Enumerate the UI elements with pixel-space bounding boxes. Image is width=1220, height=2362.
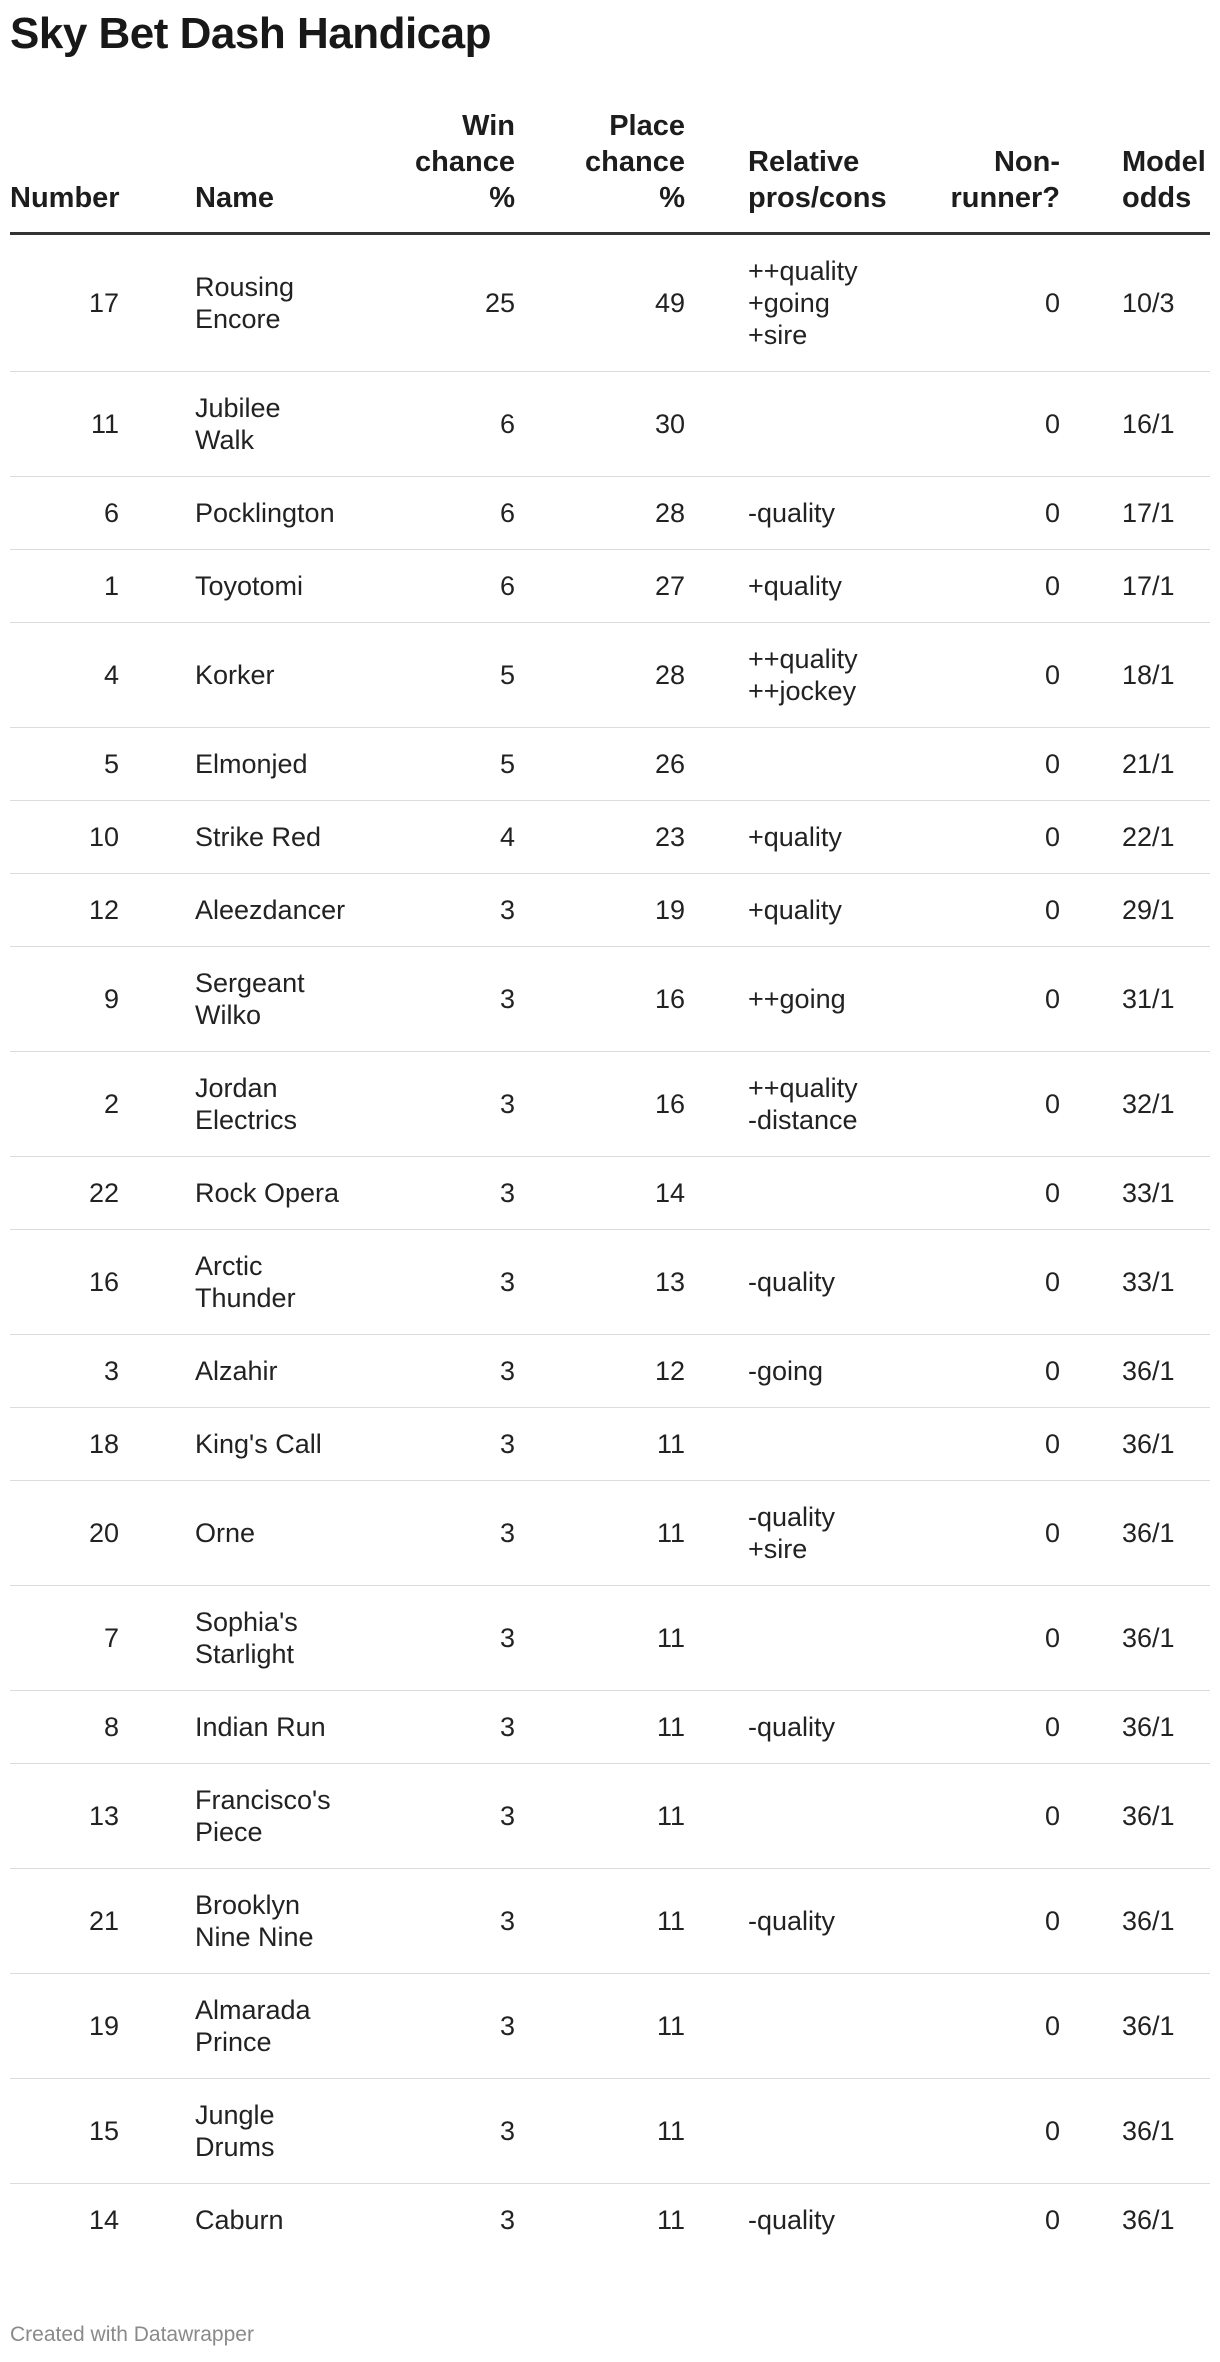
cell-win-chance: 3 [365,1974,515,2079]
cell-win-chance: 3 [365,1052,515,1157]
cell-non-runner: 0 [885,1869,1070,1974]
column-header-line: Place [609,110,685,142]
cell-pros-cons [685,477,885,550]
cell-win-chance: 3 [365,1230,515,1335]
cell-place-chance: 16 [515,1052,685,1157]
cell-non-runner: 0 [885,1974,1070,2079]
name-line: Francisco's [195,1785,331,1815]
column-header-number [10,108,185,234]
cell-win-chance: 3 [365,1481,515,1586]
name-line: King's Call [195,1429,322,1459]
cell-non-runner: 0 [885,947,1070,1052]
column-header-line: Non- [993,146,1060,178]
pros-cons-line: ++quality [748,1073,858,1103]
name-line: Prince [195,2027,272,2057]
cell-name [185,728,365,801]
table-row [10,1691,1210,1764]
name-line: Sophia's [195,1607,298,1637]
pros-cons-line: -quality [748,1906,836,1936]
name-line: Jungle [195,2100,275,2130]
table-row [10,801,1210,874]
column-header-line: Win [462,110,515,142]
cell-name [185,1335,365,1408]
cell-number: 18 [10,1408,185,1481]
cell-pros-cons [685,1481,885,1586]
cell-name [185,874,365,947]
cell-model-odds: 33/1 [1070,1157,1210,1230]
column-header-line: runner? [950,182,1060,214]
cell-place-chance: 11 [515,1974,685,2079]
cell-pros-cons [685,1586,885,1691]
cell-place-chance: 13 [515,1230,685,1335]
cell-number: 15 [10,2079,185,2184]
cell-pros-cons [685,801,885,874]
column-header-win [365,108,515,234]
cell-pros-cons [685,623,885,728]
pros-cons-line: +going [748,288,830,318]
cell-place-chance: 11 [515,1764,685,1869]
table-row [10,728,1210,801]
cell-name [185,2079,365,2184]
name-line: Jordan [195,1073,278,1103]
cell-win-chance: 6 [365,372,515,477]
cell-number: 11 [10,372,185,477]
table-row [10,1586,1210,1691]
pros-cons-line: ++going [748,984,846,1014]
cell-win-chance: 3 [365,1869,515,1974]
cell-pros-cons [685,234,885,372]
cell-win-chance: 6 [365,550,515,623]
column-header-line: Relative [748,146,860,178]
cell-pros-cons [685,1408,885,1481]
cell-number: 19 [10,1974,185,2079]
cell-win-chance: 3 [365,1335,515,1408]
cell-pros-cons [685,947,885,1052]
cell-name [185,1974,365,2079]
pros-cons-line: +quality [748,895,842,925]
cell-name [185,1586,365,1691]
name-line: Walk [195,425,254,455]
cell-model-odds: 36/1 [1070,1408,1210,1481]
cell-number: 16 [10,1230,185,1335]
table-row [10,234,1210,372]
cell-number: 14 [88,2205,119,2235]
chart-title: Sky Bet Dash Handicap [10,9,491,58]
name-line: Rock Opera [195,1178,340,1208]
cell-number: 9 [10,947,185,1052]
cell-number: 20 [10,1481,185,1586]
cell-name [185,1691,365,1764]
column-header-name [185,108,365,234]
cell-win-chance: 5 [365,623,515,728]
name-line: Nine Nine [195,1922,314,1952]
cell-name [185,234,365,372]
cell-place-chance: 11 [656,2205,685,2235]
pros-cons-line: ++quality [748,644,858,674]
cell-pros-cons [685,1764,885,1869]
cell-place-chance: 16 [515,947,685,1052]
table-row [10,1764,1210,1869]
cell-non-runner: 0 [885,623,1070,728]
cell-non-runner: 0 [885,1052,1070,1157]
cell-non-runner: 0 [885,477,1070,550]
name-line: Piece [195,1817,263,1847]
cell-pros-cons [685,728,885,801]
name-line: Rousing [195,272,295,302]
cell-place-chance: 11 [515,1586,685,1691]
name-line: Aleezdancer [195,895,346,925]
cell-win-chance: 3 [365,1764,515,1869]
cell-model-odds: 36/1 [1122,2205,1175,2235]
cell-name [185,2184,365,2257]
name-line: Brooklyn [195,1890,301,1920]
cell-model-odds: 17/1 [1070,477,1210,550]
name-line: Indian Run [195,1712,326,1742]
name-line: Elmonjed [195,749,308,779]
name-line: Toyotomi [195,571,304,601]
pros-cons-line: +sire [748,1534,808,1564]
cell-win-chance: 4 [365,801,515,874]
cell-win-chance: 3 [365,1691,515,1764]
pros-cons-line: -going [748,1356,824,1386]
name-line: Starlight [195,1639,295,1669]
name-line: Jubilee [195,393,281,423]
cell-non-runner: 0 [885,1691,1070,1764]
cell-number: 4 [10,623,185,728]
column-header-line: chance [585,146,685,178]
cell-pros-cons [685,1157,885,1230]
cell-model-odds: 36/1 [1070,1586,1210,1691]
cell-place-chance: 49 [515,234,685,372]
cell-non-runner: 0 [885,1481,1070,1586]
cell-model-odds: 29/1 [1070,874,1210,947]
table-body [10,234,1210,2257]
cell-model-odds: 36/1 [1070,1691,1210,1764]
cell-name [185,947,365,1052]
table-row [10,372,1210,477]
column-header-line: Number [10,182,120,214]
table-row [10,1230,1210,1335]
cell-pros-cons [685,1869,885,1974]
pros-cons-line: -quality [748,498,836,528]
cell-non-runner: 0 [885,874,1070,947]
cell-place-chance: 30 [515,372,685,477]
cell-non-runner: 0 [885,801,1070,874]
table-row [10,1335,1210,1408]
cell-name [185,550,365,623]
table-row [10,1974,1210,2079]
pros-cons-line: -quality [748,2205,836,2235]
cell-number: 12 [10,874,185,947]
cell-pros-cons [685,550,885,623]
cell-win-chance: 3 [365,1408,515,1481]
cell-number: 3 [10,1335,185,1408]
cell-win-chance: 3 [365,2079,515,2184]
table-row [10,1869,1210,1974]
cell-model-odds: 36/1 [1070,2079,1210,2184]
runners-table [10,108,1210,2256]
name-line: Korker [195,660,275,690]
cell-pros-cons [685,372,885,477]
cell-non-runner: 0 [885,550,1070,623]
name-line: Encore [195,304,281,334]
cell-model-odds: 18/1 [1070,623,1210,728]
cell-name [185,801,365,874]
name-line: Orne [195,1518,256,1548]
pros-cons-line: -distance [748,1105,858,1135]
cell-win-chance: 5 [365,728,515,801]
cell-name [185,1408,365,1481]
name-line: Alzahir [195,1356,278,1386]
cell-name [185,1052,365,1157]
cell-pros-cons [685,1974,885,2079]
cell-non-runner: 0 [885,1335,1070,1408]
cell-win-chance: 3 [499,2205,515,2235]
table-row [10,1481,1210,1586]
table-row [10,623,1210,728]
attribution-footer: Created with Datawrapper [10,2323,254,2346]
table-row [10,550,1210,623]
column-header-place [515,108,685,234]
cell-non-runner: 0 [885,1230,1070,1335]
name-line: Pocklington [195,498,335,528]
cell-number: 8 [10,1691,185,1764]
cell-number: 1 [10,550,185,623]
cell-number: 21 [10,1869,185,1974]
name-line: Wilko [195,1000,261,1030]
table-row [10,2079,1210,2184]
cell-name [185,1481,365,1586]
cell-non-runner: 0 [1044,2205,1060,2235]
cell-model-odds: 21/1 [1070,728,1210,801]
cell-non-runner: 0 [885,234,1070,372]
cell-place-chance: 28 [515,623,685,728]
cell-place-chance: 27 [515,550,685,623]
cell-place-chance: 11 [515,1408,685,1481]
cell-win-chance: 3 [365,947,515,1052]
cell-place-chance: 23 [515,801,685,874]
table-row [10,947,1210,1052]
column-header-line: % [489,182,515,214]
name-line: Sergeant [195,968,305,998]
cell-non-runner: 0 [885,1764,1070,1869]
column-header-line: odds [1122,182,1192,214]
name-line: Almarada [195,1995,311,2025]
name-line: Electrics [195,1105,298,1135]
table-row [10,1408,1210,1481]
pros-cons-line: -quality [748,1712,836,1742]
header-row [10,108,1210,234]
table-row [10,1052,1210,1157]
cell-model-odds: 36/1 [1070,1869,1210,1974]
pros-cons-line: +sire [748,320,808,350]
cell-name [185,1764,365,1869]
table-row [10,477,1210,550]
cell-model-odds: 36/1 [1070,1335,1210,1408]
cell-pros-cons [685,1691,885,1764]
name-line: Thunder [195,1283,296,1313]
cell-number: 10 [10,801,185,874]
pros-cons-line: ++quality [748,256,858,286]
table-row [10,874,1210,947]
cell-non-runner: 0 [885,1408,1070,1481]
cell-model-odds: 36/1 [1070,1481,1210,1586]
cell-model-odds: 17/1 [1070,550,1210,623]
cell-place-chance: 11 [515,2079,685,2184]
cell-name [185,1157,365,1230]
cell-win-chance: 25 [365,234,515,372]
cell-model-odds: 33/1 [1070,1230,1210,1335]
name-line: Drums [195,2132,275,2162]
cell-name [185,623,365,728]
column-header-pros [685,108,885,234]
cell-number: 17 [10,234,185,372]
cell-pros-cons [685,1335,885,1408]
cell-place-chance: 14 [515,1157,685,1230]
cell-model-odds: 32/1 [1070,1052,1210,1157]
table-row [10,2184,1210,2257]
name-line: Arctic [195,1251,263,1281]
cell-number: 7 [10,1586,185,1691]
column-header-line: % [659,182,685,214]
column-header-line: pros/cons [748,182,887,214]
cell-model-odds: 10/3 [1070,234,1210,372]
cell-pros-cons [685,874,885,947]
cell-non-runner: 0 [885,372,1070,477]
cell-win-chance: 3 [365,1157,515,1230]
cell-model-odds: 31/1 [1070,947,1210,1052]
cell-place-chance: 26 [515,728,685,801]
column-header-odds [1070,108,1210,234]
column-header-line: Model [1122,146,1206,178]
column-header-nonrunner [885,108,1070,234]
pros-cons-line: +quality [748,571,842,601]
cell-non-runner: 0 [885,1586,1070,1691]
cell-number: 6 [10,477,185,550]
cell-place-chance: 12 [515,1335,685,1408]
pros-cons-line: -quality [748,1502,836,1532]
cell-name [185,372,365,477]
column-header-line: Name [195,182,274,214]
cell-non-runner: 0 [885,728,1070,801]
pros-cons-line: +quality [748,822,842,852]
table-header [10,108,1210,234]
cell-pros-cons [685,1052,885,1157]
cell-place-chance: 19 [515,874,685,947]
name-line: Caburn [195,2205,284,2235]
cell-win-chance: 3 [365,1586,515,1691]
cell-place-chance: 28 [515,477,685,550]
cell-win-chance: 6 [365,477,515,550]
pros-cons-line: ++jockey [748,676,857,706]
cell-name [185,477,365,550]
cell-model-odds: 22/1 [1070,801,1210,874]
cell-non-runner: 0 [885,1157,1070,1230]
cell-model-odds: 16/1 [1070,372,1210,477]
cell-number: 22 [10,1157,185,1230]
cell-non-runner: 0 [885,2079,1070,2184]
cell-model-odds: 36/1 [1070,1974,1210,2079]
cell-model-odds: 36/1 [1070,1764,1210,1869]
cell-pros-cons [685,2184,885,2257]
cell-number: 5 [10,728,185,801]
cell-pros-cons [685,2079,885,2184]
cell-pros-cons [685,1230,885,1335]
pros-cons-line: -quality [748,1267,836,1297]
cell-number: 13 [10,1764,185,1869]
column-header-line: chance [415,146,515,178]
name-line: Strike Red [195,822,322,852]
cell-place-chance: 11 [515,1869,685,1974]
cell-win-chance: 3 [365,874,515,947]
cell-place-chance: 11 [515,1691,685,1764]
cell-place-chance: 11 [515,1481,685,1586]
cell-name [185,1230,365,1335]
table-row [10,1157,1210,1230]
cell-number: 2 [10,1052,185,1157]
cell-name [185,1869,365,1974]
